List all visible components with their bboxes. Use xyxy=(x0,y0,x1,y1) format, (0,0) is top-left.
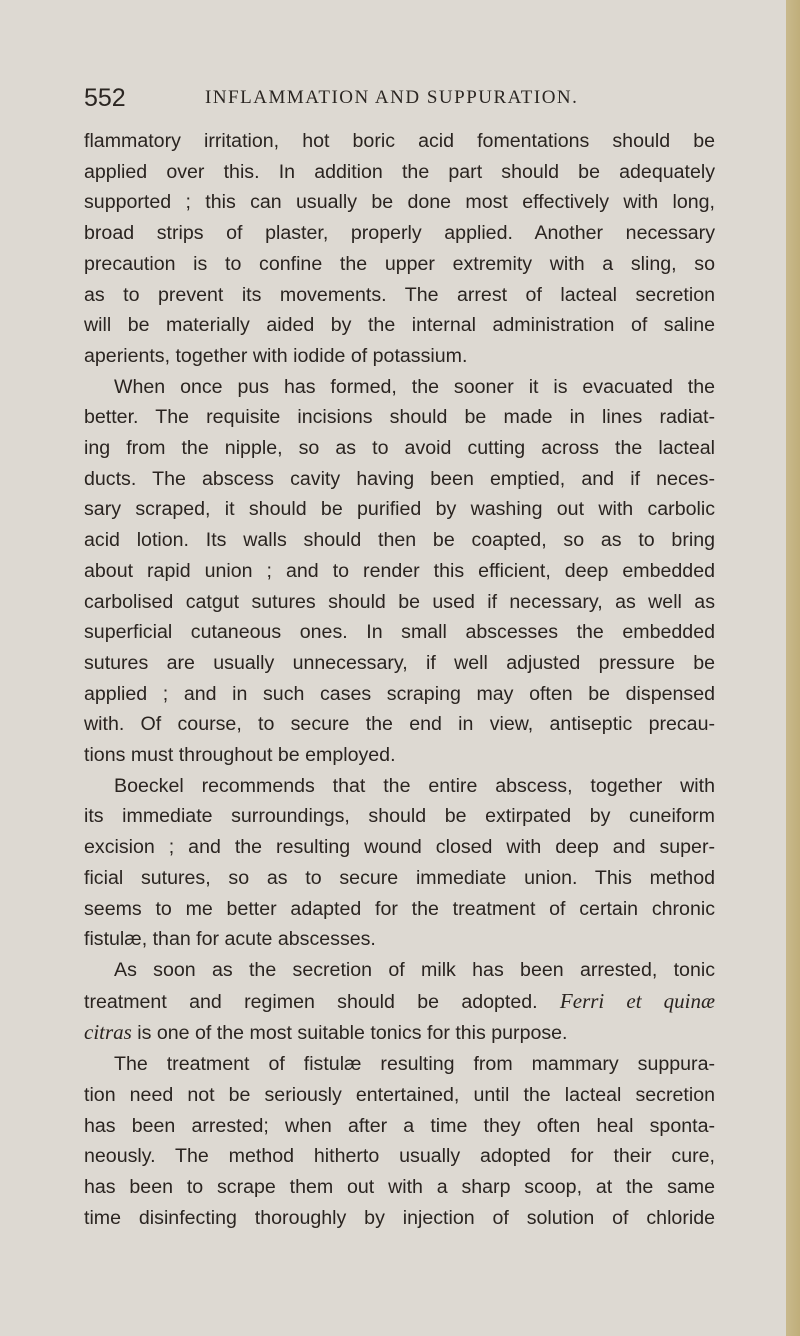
text-line: neously. The method hitherto usually adopted for their cure, xyxy=(84,1145,715,1168)
text-line: tion need not be seriously entertained, until the lacteal secretion xyxy=(84,1083,715,1106)
italic-word: citras xyxy=(84,1020,132,1045)
text-line: Boeckel recommends that the entire abscess, together with xyxy=(114,774,715,797)
text-line: as to prevent its movements. The arrest of lacteal secretion xyxy=(84,283,715,306)
text-line-with-italic xyxy=(84,1017,715,1049)
text-line: When once pus has formed, the sooner it is evacuated the xyxy=(114,375,715,398)
page-edge xyxy=(786,0,800,1336)
running-head xyxy=(84,84,724,118)
text-line: carbolised catgut sutures should be used if necessary, as well as xyxy=(84,590,715,613)
text-line: flammatory irritation, hot boric acid fomentations should be xyxy=(84,130,715,152)
text-line: As soon as the secretion of milk has been arrested, tonic xyxy=(114,958,715,981)
text-line: acid lotion. Its walls should then be coapted, so as to bring xyxy=(84,529,715,552)
text-line: sary scraped, it should be purified by washing out with carbolic xyxy=(84,498,715,521)
text-line: sutures are usually unnecessary, if well adjusted pressure be xyxy=(84,651,715,674)
text-line: superficial cutaneous ones. In small abscesses the embedded xyxy=(84,621,715,644)
text-line: its immediate surroundings, should be extirpated by cuneiform xyxy=(84,805,715,828)
text-line: seems to me better adapted for the treatment of certain chronic xyxy=(84,897,715,920)
text-line: ing from the nipple, so as to avoid cutting across the lacteal xyxy=(84,437,715,460)
italic-phrase: Ferri et quinæ xyxy=(559,988,715,1013)
text-line: tions must throughout be employed. xyxy=(84,744,396,767)
text-line: applied ; and in such cases scraping may often be dispensed xyxy=(84,682,715,705)
running-title: INFLAMMATION AND SUPPURATION. xyxy=(205,87,579,108)
text-line: has been arrested; when after a time they often heal sponta- xyxy=(84,1114,715,1137)
text-line: has been to scrape them out with a sharp scoop, at the same xyxy=(84,1175,715,1198)
text-line: excision ; and the resulting wound closed with deep and super- xyxy=(84,836,715,859)
text-line: with. Of course, to secure the end in view, antiseptic precau- xyxy=(84,713,715,736)
text-line: aperients, together with iodide of potassium. xyxy=(84,344,468,367)
body-text xyxy=(84,126,715,1233)
text-line: applied over this. In addition the part should be adequately xyxy=(84,160,715,183)
page-number: 552 xyxy=(84,84,126,112)
text-line: precaution is to confine the upper extremity with a sling, so xyxy=(84,252,715,275)
text-line: better. The requisite incisions should be made in lines radiat- xyxy=(84,406,715,429)
text-line-with-italic xyxy=(84,986,715,1018)
text-line: The treatment of fistulæ resulting from mammary suppura- xyxy=(114,1053,715,1076)
text-line: supported ; this can usually be done most effectively with long, xyxy=(84,191,715,214)
text-line: fistulæ, than for acute abscesses. xyxy=(84,928,376,951)
text-segment: is one of the most suitable tonics for this purpose. xyxy=(137,1022,568,1045)
text-line: about rapid union ; and to render this efficient, deep embedded xyxy=(84,559,715,582)
text-line: ficial sutures, so as to secure immediate union. This method xyxy=(84,866,715,889)
text-line: will be materially aided by the internal administration of saline xyxy=(84,314,715,337)
text-line: ducts. The abscess cavity having been emptied, and if neces- xyxy=(84,467,715,490)
text-line: time disinfecting thoroughly by injection of solution of chloride xyxy=(84,1206,715,1229)
text-line: broad strips of plaster, properly applied. Another necessary xyxy=(84,222,715,245)
text-segment: treatment and regimen should be adopted. xyxy=(84,990,538,1013)
